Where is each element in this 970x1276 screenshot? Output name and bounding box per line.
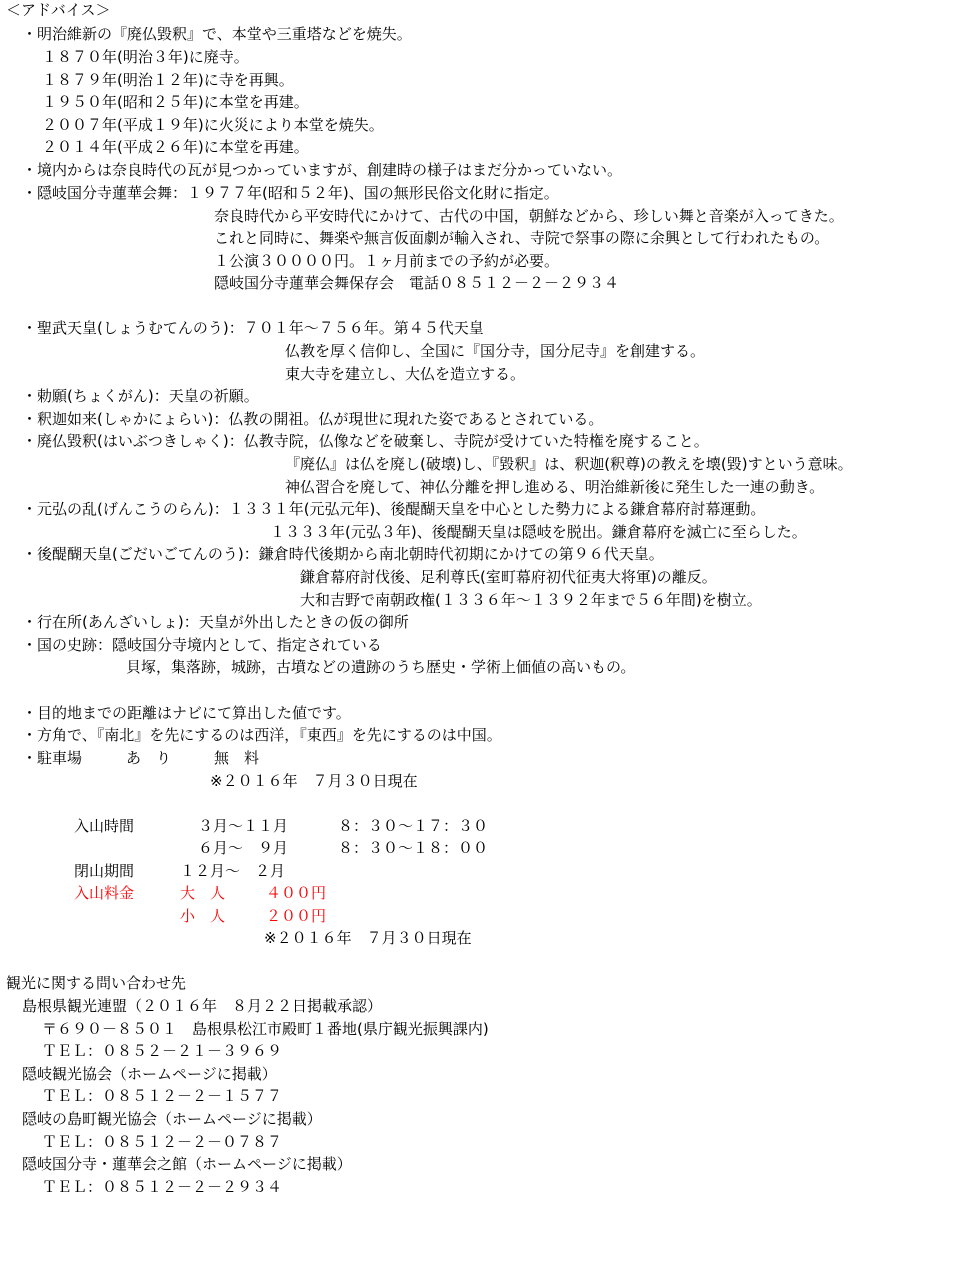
parking-label: ・駐車場 <box>22 749 83 767</box>
tiles-note: ・境内からは奈良時代の瓦が見つかっていますが、創建時の様子はまだ分かっていない。 <box>22 161 623 179</box>
rengee-detail: これと同時に、舞楽や無言仮面劇が輸入され、寺院で祭事の際に余興として行われたもの。 <box>214 229 830 247</box>
fee-adult-label: 大 人 <box>180 884 226 902</box>
shaka-note: ・釈迦如来(しゃかにょらい)：仏教の開祖。仏が現世に現れた姿であるとされている。 <box>22 410 604 428</box>
haibutsu-title: ・廃仏毀釈(はいぶつきしゃく)：仏教寺院，仏像などを破棄し、寺院が受けていた特権を廃すること。 <box>22 432 709 450</box>
contact-title: 観光に関する問い合わせ先 <box>6 974 187 992</box>
haibutsu-detail: 『廃仏』は仏を廃し(破壊)し、『毀釈』は、釈迦(釈尊)の教えを壊(毀)すという意味。 <box>285 455 853 473</box>
navi-note: ・目的地までの距離はナビにて算出した値です。 <box>22 704 351 722</box>
history-item: １８７０年(明治３年)に廃寺。 <box>42 48 249 66</box>
contact-tel: ＴＥＬ：０８５１２－２－０７８７ <box>42 1133 283 1151</box>
hours-time: ８：３０～１８：００ <box>338 839 489 857</box>
hours-asof: ※２０１６年 ７月３０日現在 <box>264 929 472 947</box>
rengee-contact: 隠岐国分寺蓮華会舞保存会 電話０８５１２－２－２９３４ <box>214 274 620 292</box>
fee-adult-price: ４００円 <box>266 884 327 902</box>
chokugan-note: ・勅願(ちょくがん)：天皇の祈願。 <box>22 387 259 405</box>
history-intro: ・明治維新の『廃仏毀釈』で、本堂や三重塔などを焼失。 <box>22 25 412 43</box>
godaigo-detail: 鎌倉幕府討伐後、足利尊氏(室町幕府初代征夷大将軍)の離反。 <box>300 568 717 586</box>
contact-name: 隠岐の島町観光協会（ホームページに掲載） <box>22 1110 322 1128</box>
genko-title: ・元弘の乱(げんこうのらん)：１３３１年(元弘元年)、後醍醐天皇を中心とした勢力による鎌倉幕府討幕運動。 <box>22 500 766 518</box>
anzaisho-note: ・行在所(あんざいしょ)：天皇が外出したときの仮の御所 <box>22 613 409 631</box>
godaigo-title: ・後醍醐天皇(ごだいごてんのう)：鎌倉時代後期から南北朝時代初期にかけての第９６代天皇。 <box>22 545 664 563</box>
contact-name: 隠岐国分寺・蓮華会之館（ホームページに掲載） <box>22 1155 352 1173</box>
shiseki-title: ・国の史跡：隠岐国分寺境内として、指定されている <box>22 636 382 654</box>
rengee-detail: １公演３００００円。１ヶ月前までの予約が必要。 <box>214 252 560 270</box>
shomu-detail: 仏教を厚く信仰し、全国に『国分寺，国分尼寺』を創建する。 <box>285 342 706 360</box>
rengee-detail: 奈良時代から平安時代にかけて、古代の中国，朝鮮などから、珍しい舞と音楽が入ってきた。 <box>214 207 844 225</box>
fee-label: 入山料金 <box>74 884 135 902</box>
closed-value: １２月～ ２月 <box>180 862 286 880</box>
advice-header: ＜アドバイス＞ <box>6 1 111 19</box>
shiseki-detail: 貝塚，集落跡，城跡，古墳などの遺跡のうち歴史・学術上価値の高いもの。 <box>126 658 636 676</box>
closed-label: 閉山期間 <box>74 862 135 880</box>
history-item: ２０１４年(平成２６年)に本堂を再建。 <box>42 138 309 156</box>
haibutsu-detail: 神仏習合を廃して、神仏分離を押し進める、明治維新後に発生した一連の動き。 <box>285 478 825 496</box>
parking-asof: ※２０１６年 ７月３０日現在 <box>210 772 418 790</box>
shomu-title: ・聖武天皇(しょうむてんのう)：７０１年～７５６年。第４５代天皇 <box>22 319 484 337</box>
godaigo-detail: 大和吉野で南朝政権(１３３６年～１３９２年まで５６年間)を樹立。 <box>300 591 762 609</box>
contact-address: 〒６９０－８５０１ 島根県松江市殿町１番地(県庁観光振興課内) <box>42 1020 489 1038</box>
hours-period: ３月～１１月 <box>198 817 289 835</box>
history-item: １９５０年(昭和２５年)に本堂を再建。 <box>42 93 309 111</box>
contact-tel: ＴＥＬ：０８５２－２１－３９６９ <box>42 1042 283 1060</box>
hours-time: ８：３０～１７：３０ <box>338 817 489 835</box>
contact-tel: ＴＥＬ：０８５１２－２－２９３４ <box>42 1178 283 1196</box>
genko-detail: １３３３年(元弘３年)、後醍醐天皇は隠岐を脱出。鎌倉幕府を滅亡に至らした。 <box>270 523 807 541</box>
history-item: １８７９年(明治１２年)に寺を再興。 <box>42 71 294 89</box>
parking-value: あ り <box>126 749 172 767</box>
history-item: ２００７年(平成１９年)に火災により本堂を焼失。 <box>42 116 384 134</box>
hours-label: 入山時間 <box>74 817 135 835</box>
rengee-title: ・隠岐国分寺蓮華会舞：１９７７年(昭和５２年)、国の無形民俗文化財に指定。 <box>22 184 559 202</box>
contact-name: 隠岐観光協会（ホームページに掲載） <box>22 1065 277 1083</box>
hours-period: ６月～ ９月 <box>198 839 289 857</box>
direction-note: ・方角で、『南北』を先にするのは西洋，『東西』を先にするのは中国。 <box>22 726 502 744</box>
fee-child-label: 小 人 <box>180 907 226 925</box>
contact-tel: ＴＥＬ：０８５１２－２－１５７７ <box>42 1087 283 1105</box>
fee-child-price: ２００円 <box>266 907 327 925</box>
parking-fee: 無 料 <box>214 749 260 767</box>
contact-name: 島根県観光連盟（２０１６年 ８月２２日掲載承認） <box>22 997 383 1015</box>
shomu-detail: 東大寺を建立し、大仏を造立する。 <box>285 365 526 383</box>
